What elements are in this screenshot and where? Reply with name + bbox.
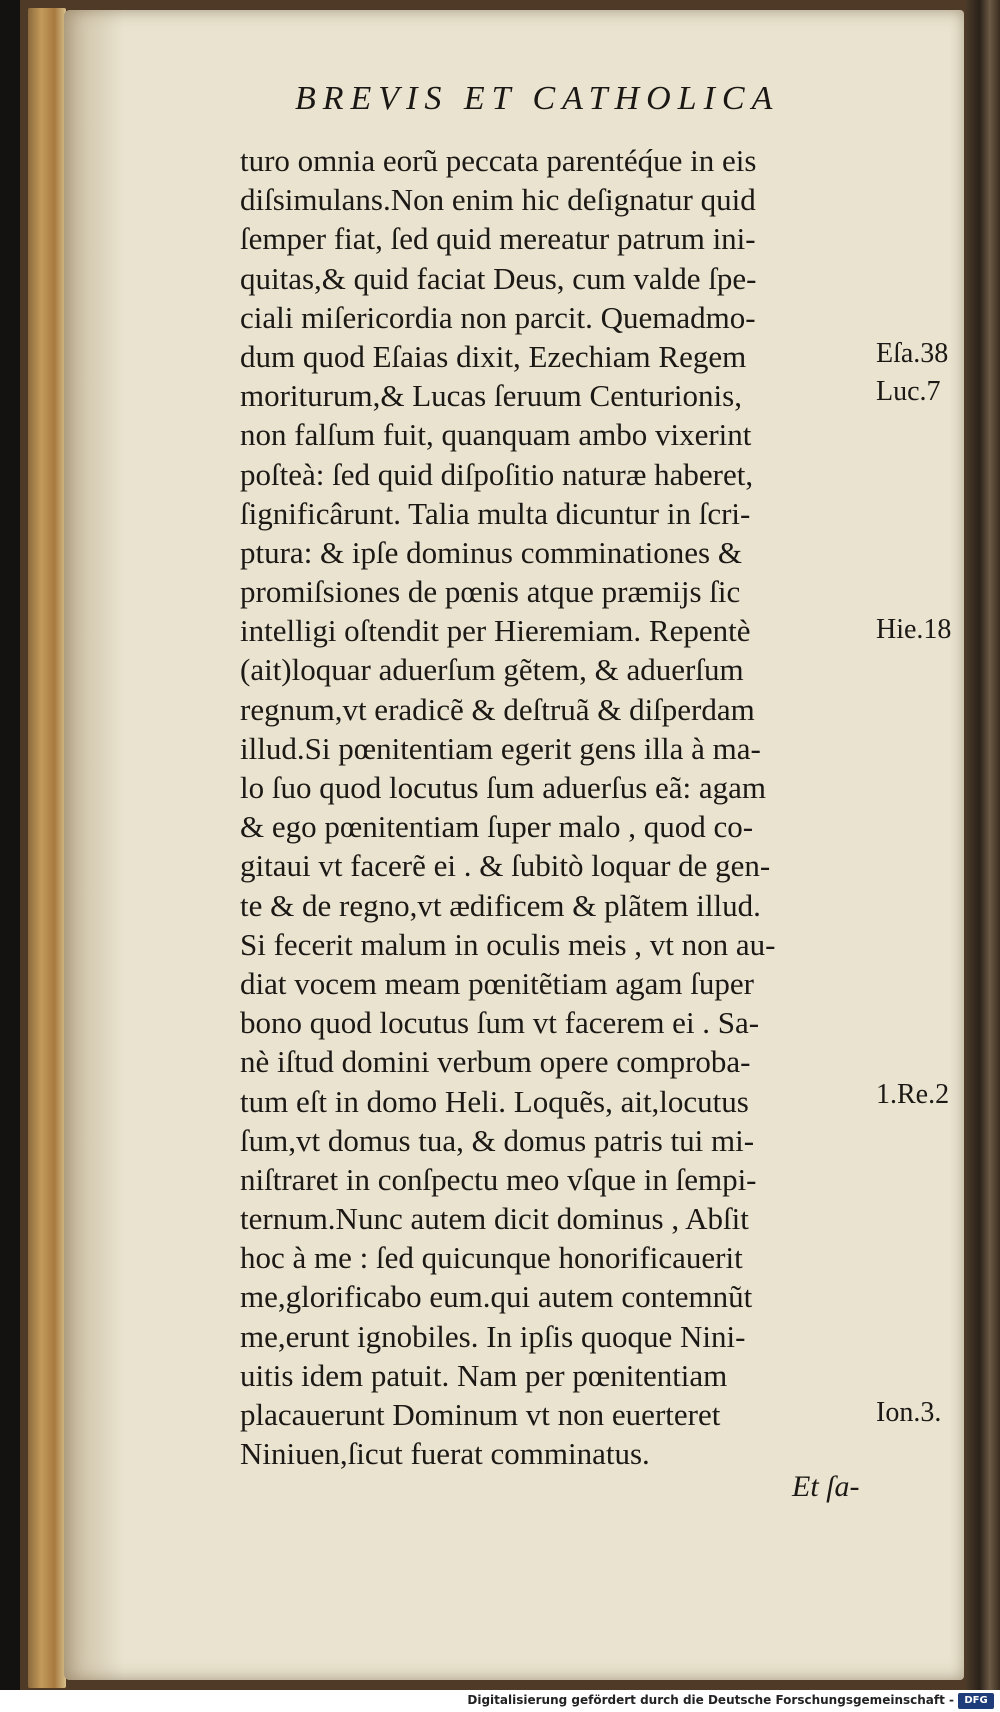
running-head: BREVIS ET CATHOLICA — [295, 80, 780, 117]
marginal-note-hie: Hie.18 — [876, 614, 952, 645]
text-line: hoc à me : ſed quicunque honorificauerit — [240, 1240, 743, 1276]
text-line: te & de regno,vt ædificem & plãtem illud. — [240, 887, 761, 923]
text-line: (ait)loquar aduerſum gẽtem, & aduerſum — [240, 652, 744, 688]
dfg-logo: DFG — [958, 1693, 994, 1709]
text-line: quitas,& quid faciat Deus, cum valde ſpe- — [240, 260, 757, 296]
text-line: Niniuen,ſicut fuerat comminatus. — [240, 1436, 650, 1472]
text-line: ciali miſericordia non parcit. Quemadmo- — [240, 299, 756, 335]
text-line: diat vocem meam pœnitẽtiam agam ſuper — [240, 965, 754, 1001]
text-line: me,glorificabo eum.qui autem contemnũt — [240, 1279, 753, 1315]
text-line: lo ſuo quod locutus ſum aduerſus eã: agam — [240, 770, 767, 805]
text-line: me,erunt ignobiles. In ipſis quoque Nini- — [240, 1318, 746, 1354]
text-line: nè iſtud domini verbum opere comproba- — [240, 1044, 751, 1080]
text-line: & ego pœnitentiam ſuper malo , quod co- — [240, 809, 754, 845]
funding-credit: Digitalisierung gefördert durch die Deutsche Forschungsgemeinschaft - — [467, 1693, 954, 1707]
text-line: bono quod locutus ſum vt facerem ei . Sa- — [240, 1005, 760, 1041]
text-line: non falſum fuit, quanquam ambo vixerint — [240, 417, 752, 453]
text-line: intelligi oſtendit per Hieremiam. Repentè — [240, 613, 751, 649]
text-line: diſsimulans.Non enim hic deſignatur quid — [240, 182, 756, 218]
text-line: uitis idem patuit. Nam per pœnitentiam — [240, 1357, 728, 1393]
catchword: Et ſa- — [792, 1470, 860, 1503]
text-line: promiſsiones de pœnis atque præmijs ſic — [240, 574, 741, 610]
text-line: turo omnia eorũ peccata parentéq́ue in eis — [240, 143, 757, 178]
text-line: ptura: & ipſe dominus comminationes & — [240, 534, 742, 570]
text-line: gitaui vt facerẽ ei . & ſubitò loquar de gen- — [240, 848, 771, 884]
digitization-footer — [0, 1690, 1000, 1712]
body-text — [240, 141, 880, 1473]
text-line: poſteà: ſed quid diſpoſitio naturæ haberet, — [240, 456, 754, 492]
text-line: Si fecerit malum in oculis meis , vt non au- — [240, 926, 776, 962]
marginal-note-luc: Luc.7 — [876, 376, 941, 407]
text-line: niſtraret in conſpectu meo vſque in ſempi- — [240, 1161, 757, 1197]
book-fore-edge — [966, 0, 1000, 1690]
text-line: ſignificârunt. Talia multa dicuntur in ſcri- — [240, 495, 751, 531]
text-line: moriturum,& Lucas ſeruum Centurionis, — [240, 378, 742, 414]
gutter-shadow — [64, 10, 124, 1680]
text-line: ſemper fiat, ſed quid mereatur patrum ini- — [240, 221, 756, 257]
page-edges — [28, 8, 66, 1688]
marginal-note-re: 1.Re.2 — [876, 1079, 950, 1110]
marginal-note-ion: Ion.3. — [876, 1397, 942, 1428]
text-line: ſum,vt domus tua, & domus patris tui mi- — [240, 1122, 755, 1158]
text-line: illud.Si pœnitentiam egerit gens illa à ma- — [240, 730, 761, 766]
text-line: tum eſt in domo Heli. Loquẽs, ait,locutus — [240, 1083, 749, 1119]
text-line: dum quod Eſaias dixit, Ezechiam Regem — [240, 338, 747, 374]
text-line: ternum.Nunc autem dicit dominus , Abſit — [240, 1201, 749, 1237]
text-line: placauerunt Dominum vt non euerteret — [240, 1397, 721, 1432]
marginal-note-esa: Eſa.38 — [876, 338, 949, 369]
text-line: regnum,vt eradicẽ & deſtruã & diſperdam — [240, 691, 755, 727]
